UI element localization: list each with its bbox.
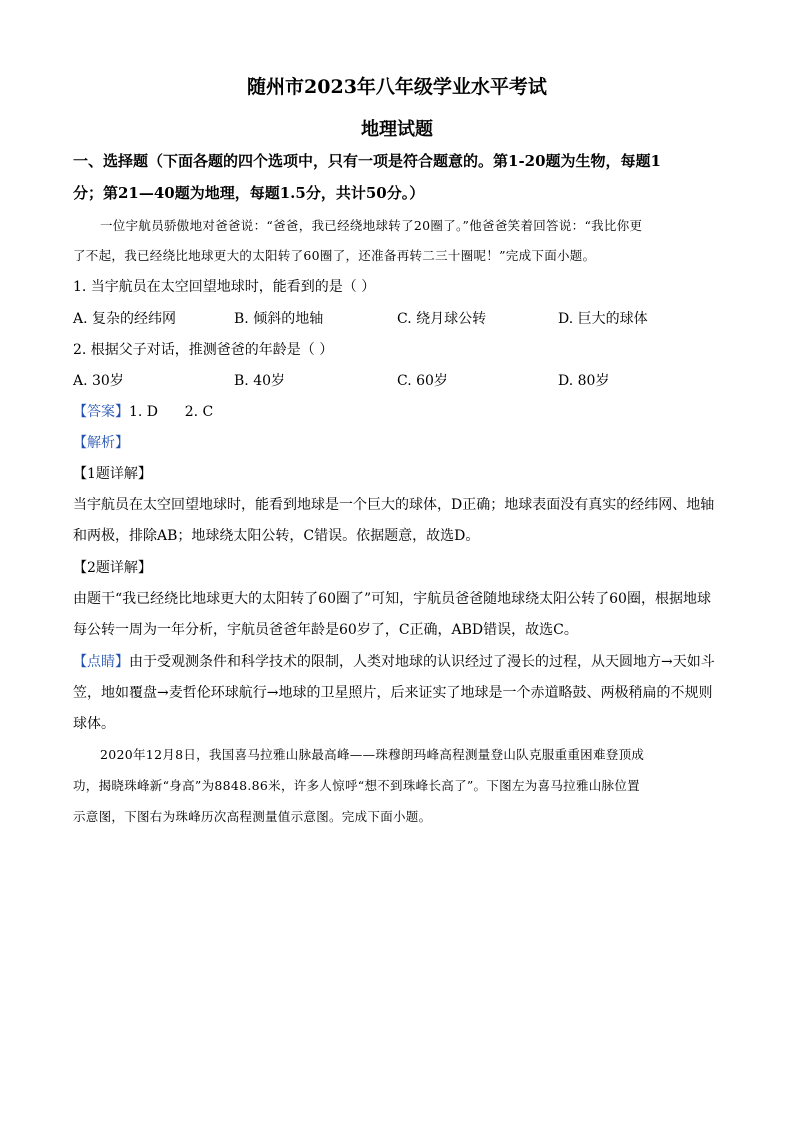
detail2-line2: 每公转一周为一年分析，宇航员爸爸年龄是60岁了，C正确，ABD错误，故选C。 bbox=[73, 622, 578, 638]
q1-option-a: A. 复杂的经纬网 bbox=[73, 311, 177, 327]
question-2-stem: 2. 根据父子对话，推测爸爸的年龄是（ ） bbox=[73, 342, 334, 358]
answer-line bbox=[73, 401, 213, 421]
detail1-line2: 和两极，排除AB；地球绕太阳公转，C错误。依据题意，故选D。 bbox=[73, 528, 480, 544]
analysis-label: 【解析】 bbox=[73, 435, 129, 451]
question-1-stem: 1. 当宇航员在太空回望地球时，能看到的是（ ） bbox=[73, 279, 376, 295]
passage2-line3: 示意图，下图右为珠峰历次高程测量值示意图。完成下面小题。 bbox=[73, 809, 432, 824]
q2-option-d: D. 80岁 bbox=[558, 373, 610, 389]
q1-option-b: B. 倾斜的地轴 bbox=[234, 311, 324, 327]
tip-label: 【点睛】 bbox=[73, 654, 129, 670]
tip-line3: 球体。 bbox=[73, 716, 115, 732]
q1-option-c: C. 绕月球公转 bbox=[397, 311, 487, 327]
detail2-line1: 由题干“我已经绕比地球更大的太阳转了60圈了”可知，宇航员爸爸随地球绕太阳公转了60圈，根据地球 bbox=[73, 591, 711, 607]
q2-option-b: B. 40岁 bbox=[234, 373, 286, 389]
passage2-line1: 2020年12月8日，我国喜马拉雅山脉最高峰——珠穆朗玛峰高程测量登山队克服重重困难登顶成 bbox=[100, 747, 645, 762]
detail2-label: 【2题详解】 bbox=[73, 560, 152, 576]
answer-text: 1. D 2. C bbox=[129, 404, 214, 420]
detail1-line1: 当宇航员在太空回望地球时，能看到地球是一个巨大的球体，D正确；地球表面没有真实的经纬网、地轴 bbox=[73, 497, 715, 513]
page-title: 随州市2023年八年级学业水平考试 bbox=[247, 76, 547, 98]
passage1-line1: 一位宇航员骄傲地对爸爸说：“爸爸，我已经绕地球转了20圈了。”他爸爸笑着回答说：“我比你更 bbox=[100, 218, 643, 233]
tip-line1 bbox=[73, 651, 715, 671]
passage1-line2: 了不起，我已经绕比地球更大的太阳转了60圈了，还准备再转二三十圈呢！”完成下面小题。 bbox=[73, 248, 596, 263]
passage2-line2: 功，揭晓珠峰新“身高”为8848.86米，许多人惊呼“想不到珠峰长高了”。下图左为喜马拉雅山脉位置 bbox=[73, 778, 640, 793]
detail1-label: 【1题详解】 bbox=[73, 466, 152, 482]
section-heading-line2: 分；第21—40题为地理，每题1.5分，共计50分。） bbox=[73, 184, 425, 202]
tip-line2: 笠，地如覆盘→麦哲伦环球航行→地球的卫星照片，后来证实了地球是一个赤道略鼓、两极稍扁的不规则 bbox=[73, 685, 713, 701]
q2-option-c: C. 60岁 bbox=[397, 373, 448, 389]
tip-text-line1: 由于受观测条件和科学技术的限制，人类对地球的认识经过了漫长的过程，从天圆地方→天如斗 bbox=[129, 654, 715, 670]
section-heading-line1: 一、选择题（下面各题的四个选项中，只有一项是符合题意的。第1-20题为生物，每题1 bbox=[73, 152, 661, 170]
answer-label: 【答案】 bbox=[73, 404, 129, 420]
q2-option-a: A. 30岁 bbox=[73, 373, 124, 389]
q1-option-d: D. 巨大的球体 bbox=[558, 311, 648, 327]
page-subtitle: 地理试题 bbox=[361, 119, 433, 140]
